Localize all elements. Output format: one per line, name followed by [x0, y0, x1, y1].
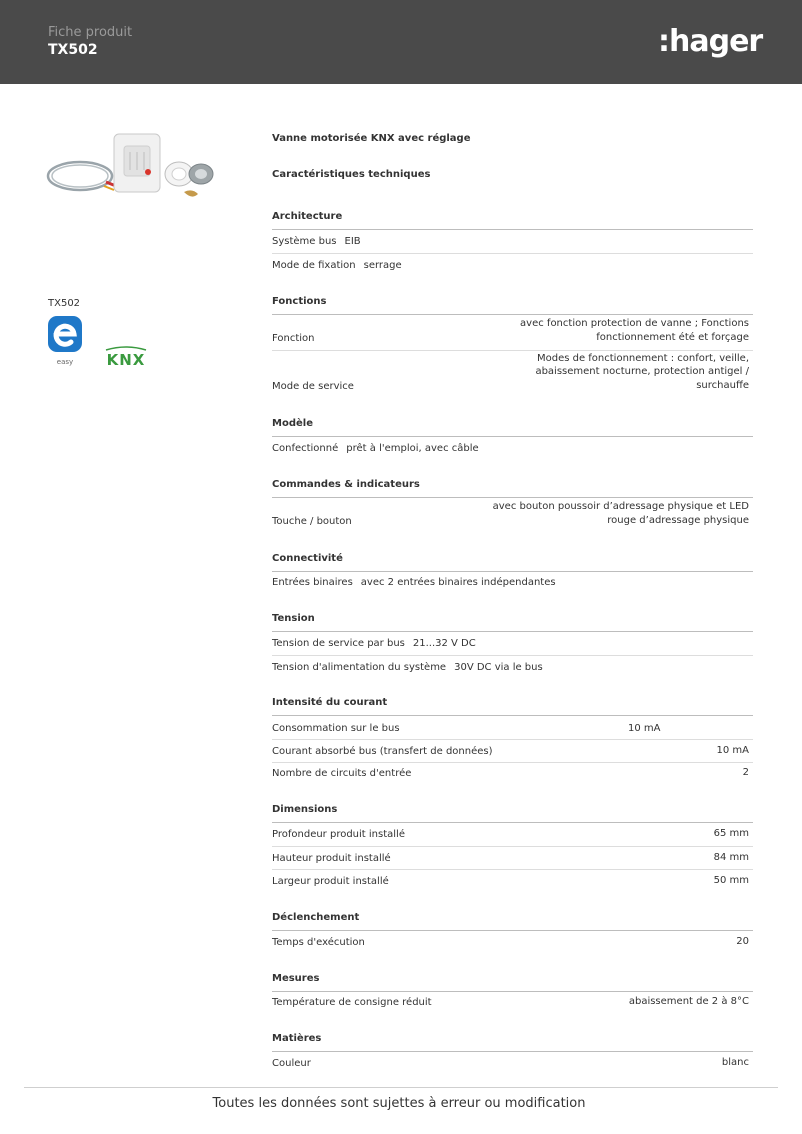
spec-row — [272, 636, 749, 649]
spec-value: abaissement de 2 à 8°C — [628, 995, 749, 1007]
spec-row — [272, 317, 749, 344]
spec-label: Système bus — [272, 236, 337, 247]
spec-value: 2 — [742, 766, 749, 778]
section-divider — [272, 631, 753, 632]
spec-row — [272, 1056, 749, 1069]
row-divider — [272, 739, 753, 740]
section-title-declenchement: Déclenchement — [272, 912, 360, 923]
product-title: Vanne motorisée KNX avec réglage — [272, 133, 471, 144]
spec-label: Mode de fixation — [272, 260, 356, 271]
section-title-matieres: Matières — [272, 1033, 322, 1044]
row-divider — [272, 655, 753, 656]
page-header — [0, 0, 802, 84]
spec-label: Température de consigne réduit — [272, 997, 432, 1008]
easy-logo — [48, 316, 84, 368]
spec-label: Couleur — [272, 1058, 311, 1069]
spec-row — [272, 935, 749, 948]
spec-value: serrage — [363, 260, 402, 271]
spec-row — [272, 766, 749, 779]
section-divider — [272, 497, 753, 498]
header-reference: TX502 — [48, 42, 98, 58]
spec-label: Entrées binaires — [272, 577, 353, 588]
section-divider — [272, 436, 753, 437]
spec-subtitle: Caractéristiques techniques — [272, 169, 431, 180]
spec-value: 21...32 V DC — [412, 638, 476, 649]
spec-row — [272, 500, 749, 527]
easy-label: easy — [56, 358, 74, 366]
spec-label: Fonction — [272, 333, 315, 344]
section-divider — [272, 1051, 753, 1052]
row-divider — [272, 846, 753, 847]
spec-value: EIB — [344, 236, 361, 247]
spec-label: Tension de service par bus — [272, 638, 405, 649]
section-title-tension: Tension — [272, 613, 315, 624]
section-divider — [272, 822, 753, 823]
section-title-commandes: Commandes & indicateurs — [272, 479, 420, 490]
header-label: Fiche produit — [48, 25, 133, 40]
knx-label: KNX — [106, 351, 146, 368]
section-title-intensite: Intensité du courant — [272, 697, 388, 708]
spec-value: 50 mm — [713, 874, 749, 886]
spec-row — [272, 995, 749, 1008]
spec-value: avec bouton poussoir d’adressage physique et LED rouge d’adressage physique — [492, 501, 749, 526]
section-divider — [272, 991, 753, 992]
section-title-fonctions: Fonctions — [272, 296, 327, 307]
row-divider — [272, 869, 753, 870]
spec-row — [272, 234, 749, 247]
spec-value: 30V DC via le bus — [454, 662, 543, 673]
spec-value: prêt à l'emploi, avec câble — [346, 443, 479, 454]
spec-value: 20 — [736, 935, 749, 947]
spec-row — [272, 827, 749, 840]
section-divider — [272, 715, 753, 716]
section-title-modele: Modèle — [272, 418, 313, 429]
spec-row — [272, 575, 749, 588]
section-title-dimensions: Dimensions — [272, 804, 338, 815]
sidebar-reference: TX502 — [48, 298, 81, 309]
spec-row — [272, 851, 749, 864]
spec-row — [272, 258, 749, 271]
spec-value: blanc — [721, 1056, 749, 1068]
spec-row — [272, 744, 749, 757]
spec-label: Nombre de circuits d'entrée — [272, 768, 412, 779]
section-title-connectivite: Connectivité — [272, 553, 343, 564]
section-title-architecture: Architecture — [272, 211, 343, 222]
spec-label: Profondeur produit installé — [272, 829, 405, 840]
section-title-mesures: Mesures — [272, 973, 320, 984]
spec-row — [272, 354, 749, 392]
spec-label: Confectionné — [272, 443, 339, 454]
spec-value: avec fonction protection de vanne ; Fonctions fonctionnement été et forçage — [520, 318, 749, 343]
spec-row — [272, 721, 749, 734]
spec-row — [272, 441, 749, 454]
spec-value: 10 mA — [716, 744, 749, 756]
spec-label: Temps d'exécution — [272, 937, 365, 948]
spec-value: 10 mA — [628, 723, 661, 734]
spec-label: Touche / bouton — [272, 516, 352, 527]
spec-label: Tension d'alimentation du système — [272, 662, 447, 673]
spec-value: 65 mm — [713, 827, 749, 839]
spec-label: Consommation sur le bus — [272, 723, 400, 734]
spec-label: Largeur produit installé — [272, 876, 389, 887]
section-divider — [272, 930, 753, 931]
footer-divider — [24, 1087, 778, 1088]
row-divider — [272, 762, 753, 763]
knx-logo — [100, 344, 152, 368]
spec-label: Courant absorbé bus (transfert de données) — [272, 746, 493, 757]
spec-label: Mode de service — [272, 381, 354, 392]
section-divider — [272, 571, 753, 572]
section-divider — [272, 229, 753, 230]
spec-row — [272, 660, 749, 673]
spec-row — [272, 874, 749, 887]
hager-logo: :hager — [658, 24, 763, 59]
row-divider — [272, 253, 753, 254]
spec-value: avec 2 entrées binaires indépendantes — [360, 577, 556, 588]
footer-disclaimer: Toutes les données sont sujettes à erreur ou modification — [212, 1096, 586, 1111]
section-divider — [272, 314, 753, 315]
product-image — [44, 126, 216, 206]
spec-label: Hauteur produit installé — [272, 853, 391, 864]
spec-value: Modes de fonctionnement : confort, veille, abaissement nocturne, protection antigel / surchauffe — [535, 352, 749, 391]
spec-value: 84 mm — [713, 851, 749, 863]
